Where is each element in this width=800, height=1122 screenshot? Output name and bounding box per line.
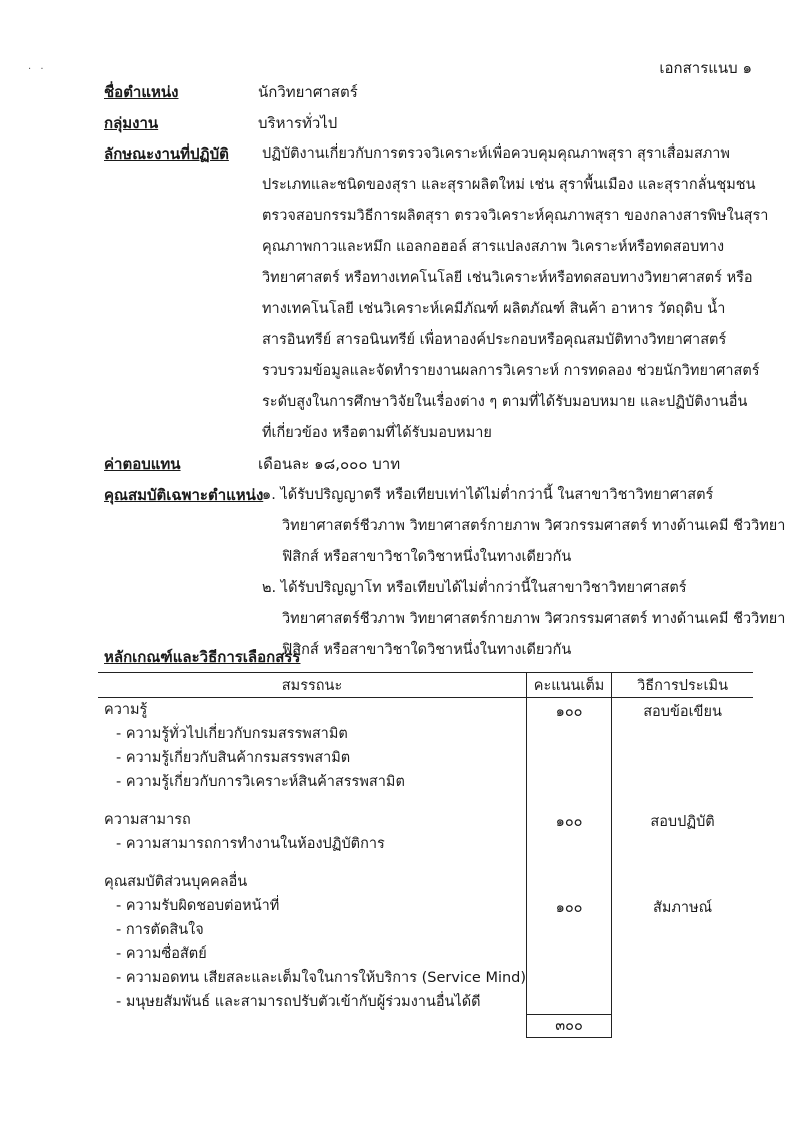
- qualification-line: ฟิสิกส์ หรือสาขาวิชาใดวิชาหนึ่งในทางเดียวกัน: [282, 549, 572, 565]
- work-group-value: บริหารทั่วไป: [258, 114, 338, 132]
- duties-line: รวบรวมข้อมูลและจัดทำรายงานผลการวิเคราะห์ การทดลอง ช่วยนักวิทยาศาสตร์: [262, 363, 760, 379]
- duties-line: ตรวจสอบกรรมวิธีการผลิตสุรา ตรวจวิเคราะห์คุณภาพสุรา ของกลางสารพิษในสุรา: [262, 208, 769, 224]
- qualification-line: วิทยาศาสตร์ชีวภาพ วิทยาศาสตร์กายภาพ วิศวกรรมศาสตร์ ทางด้านเคมี ชีววิทยา: [282, 611, 786, 627]
- duties-line: สารอินทรีย์ สารอนินทรีย์ เพื่อหาองค์ประกอบหรือคุณสมบัติทางวิทยาศาสตร์: [262, 332, 727, 348]
- header-method: วิธีการประเมิน: [612, 673, 753, 698]
- qualification-line: ๒. ได้รับปริญญาโท หรือเทียบได้ไม่ต่ำกว่านี้ในสาขาวิชาวิทยาศาสตร์: [262, 580, 687, 596]
- total-row: [98, 1014, 753, 1037]
- group-name: ความสามารถ: [104, 812, 191, 828]
- group-item: - ความอดทน เสียสละและเต็มใจในการให้บริการ (Service Mind): [116, 970, 527, 986]
- group-item: - การตัดสินใจ: [116, 922, 204, 938]
- knowledge-group: [98, 698, 527, 809]
- group-item: - ความซื่อสัตย์: [116, 946, 207, 962]
- duties-line: ทางเทคโนโลยี เช่นวิเคราะห์เคมีภัณฑ์ ผลิตภัณฑ์ สินค้า อาหาร วัตถุดิบ น้ำ: [262, 301, 726, 317]
- evaluation-table: [98, 672, 753, 1038]
- group-item: - ความรู้เกี่ยวกับสินค้ากรมสรรพสามิต: [116, 750, 351, 766]
- qualification-line: ๑. ได้รับปริญญาตรี หรือเทียบเท่าได้ไม่ต่ำกว่านี้ ในสาขาวิชาวิทยาศาสตร์: [262, 487, 714, 503]
- total-score: ๓๐๐: [527, 1014, 612, 1037]
- table-header-row: [98, 673, 753, 698]
- ability-group: [98, 808, 527, 870]
- group-item: - ความสามารถการทำงานในห้องปฏิบัติการ: [116, 836, 385, 852]
- group-name: คุณสมบัติส่วนบุคคลอื่น: [104, 874, 248, 890]
- position-label: ชื่อตำแหน่ง: [104, 83, 179, 101]
- duties-line: ที่เกี่ยวข้อง หรือตามที่ได้รับมอบหมาย: [262, 425, 492, 441]
- duties-line: คุณภาพกาวและหมึก แอลกอฮอล์ สารแปลงสภาพ วิเคราะห์หรือทดสอบทาง: [262, 239, 725, 255]
- duties-label: ลักษณะงานที่ปฏิบัติ: [104, 145, 229, 163]
- group-score: ๑๐๐: [555, 900, 583, 916]
- duties-line: ประเภทและชนิดของสุรา และสุราผลิตใหม่ เช่น สุราพื้นเมือง และสุรากลั่นชุมชน: [262, 177, 756, 193]
- criteria-title: หลักเกณฑ์และวิธีการเลือกสรร: [104, 648, 301, 666]
- annex-label: เอกสารแนบ ๑: [659, 59, 752, 77]
- group-item: - ความรับผิดชอบต่อหน้าที่: [116, 898, 280, 914]
- group-method: สอบปฏิบัติ: [650, 814, 715, 830]
- group-item: - ความรู้เกี่ยวกับการวิเคราะห์สินค้าสรรพสามิต: [116, 774, 405, 790]
- personal-attributes-group: [98, 870, 527, 1014]
- table-row: [98, 808, 753, 870]
- group-item: - มนุษยสัมพันธ์ และสามารถปรับตัวเข้ากับผู้ร่วมงานอื่นได้ดี: [116, 994, 481, 1010]
- header-score: คะแนนเต็ม: [527, 673, 612, 698]
- header-competency: สมรรถนะ: [98, 673, 527, 698]
- duties-line: วิทยาศาสตร์ หรือทางเทคโนโลยี เช่นวิเคราะห์หรือทดสอบทางวิทยาศาสตร์ หรือ: [262, 270, 753, 286]
- salary-label: ค่าตอบแทน: [104, 455, 181, 473]
- group-score: ๑๐๐: [555, 704, 583, 720]
- group-item: - ความรู้ทั่วไปเกี่ยวกับกรมสรรพสามิต: [116, 726, 348, 742]
- duties-line: ปฏิบัติงานเกี่ยวกับการตรวจวิเคราะห์เพื่อควบคุมคุณภาพสุรา สุราเสื่อมสภาพ: [262, 146, 730, 162]
- group-score: ๑๐๐: [555, 814, 583, 830]
- group-method: สอบข้อเขียน: [643, 704, 722, 720]
- qualification-line: วิทยาศาสตร์ชีวภาพ วิทยาศาสตร์กายภาพ วิศวกรรมศาสตร์ ทางด้านเคมี ชีววิทยา: [282, 518, 786, 534]
- work-group-label: กลุ่มงาน: [104, 114, 159, 132]
- qualifications-label: คุณสมบัติเฉพาะตำแหน่ง: [104, 486, 264, 504]
- position-value: นักวิทยาศาสตร์: [258, 83, 358, 101]
- table-row: [98, 870, 753, 1014]
- salary-value: เดือนละ ๑๘,๐๐๐ บาท: [258, 455, 401, 473]
- qualification-line: ฟิสิกส์ หรือสาขาวิชาใดวิชาหนึ่งในทางเดียวกัน: [282, 642, 572, 658]
- duties-line: ระดับสูงในการศึกษาวิจัยในเรื่องต่าง ๆ ตามที่ได้รับมอบหมาย และปฏิบัติงานอื่น: [262, 394, 748, 410]
- group-method: สัมภาษณ์: [652, 900, 713, 916]
- group-name: ความรู้: [104, 702, 148, 718]
- scan-mark: · ·: [28, 64, 47, 75]
- table-row: [98, 698, 753, 809]
